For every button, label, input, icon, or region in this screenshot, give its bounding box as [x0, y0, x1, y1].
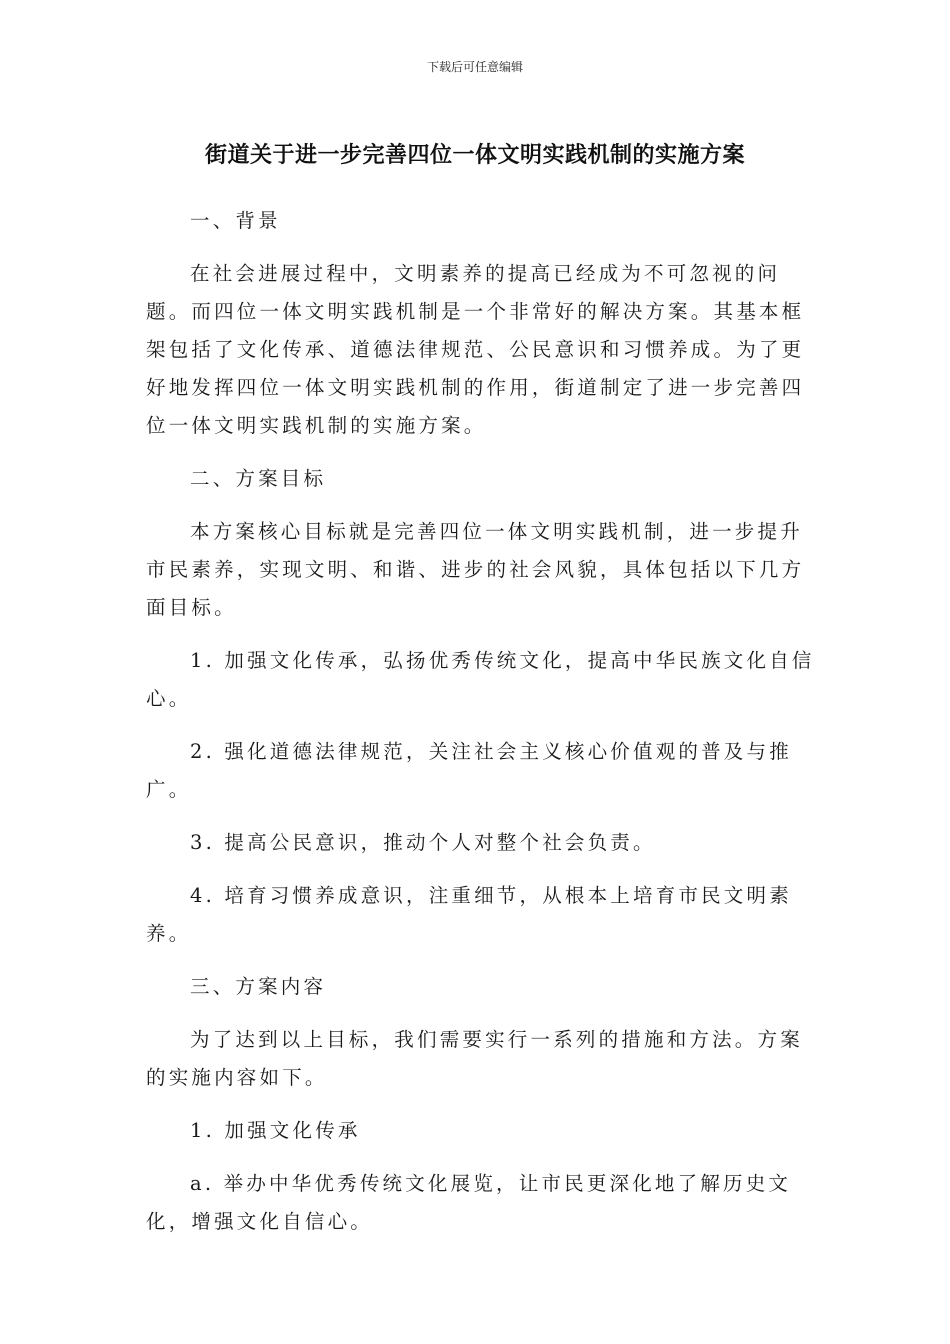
document-title: 街道关于进一步完善四位一体文明实践机制的实施方案 — [204, 143, 745, 168]
section-heading-goals: 二、方案目标 — [190, 467, 327, 490]
section-heading-background: 一、背景 — [190, 209, 281, 232]
list-item-culture-a: a. 举办中华优秀传统文化展览，让市民更深化地了解历史文化，增强文化自信心。 — [146, 1172, 792, 1233]
header-note: 下载后可任意编辑 — [426, 60, 523, 74]
section-heading-content: 三、方案内容 — [190, 975, 327, 998]
list-item-goal-3: 3. 提高公民意识，推动个人对整个社会负责。 — [190, 831, 656, 854]
list-item-goal-2: 2. 强化道德法律规范，关注社会主义核心价值观的普及与推广。 — [146, 740, 792, 801]
list-item-goal-4: 4. 培育习惯养成意识，注重细节，从根本上培育市民文明素养。 — [146, 884, 792, 945]
paragraph-content-intro: 为了达到以上目标，我们需要实行一系列的措施和方法。方案的实施内容如下。 — [146, 1028, 803, 1089]
subheading-culture: 1. 加强文化传承 — [190, 1119, 361, 1142]
paragraph-background: 在社会进展过程中，文明素养的提高已经成为不可忽视的问题。而四位一体文明实践机制是一个非常好的解决方案。其基本框架包括了文化传承、道德法律规范、公民意识和习惯养成。为了更好地发挥四位一体文明实践机制的作用，街道制定了进一步完善四位一体文明实践机制的实施方案。 — [146, 262, 805, 437]
document-body — [146, 202, 822, 1241]
paragraph-goals-intro: 本方案核心目标就是完善四位一体文明实践机制，进一步提升市民素养，实现文明、和谐、进步的社会风貌，具体包括以下几方面目标。 — [146, 520, 805, 619]
list-item-goal-1: 1. 加强文化传承，弘扬优秀传统文化，提高中华民族文化自信心。 — [146, 649, 815, 710]
